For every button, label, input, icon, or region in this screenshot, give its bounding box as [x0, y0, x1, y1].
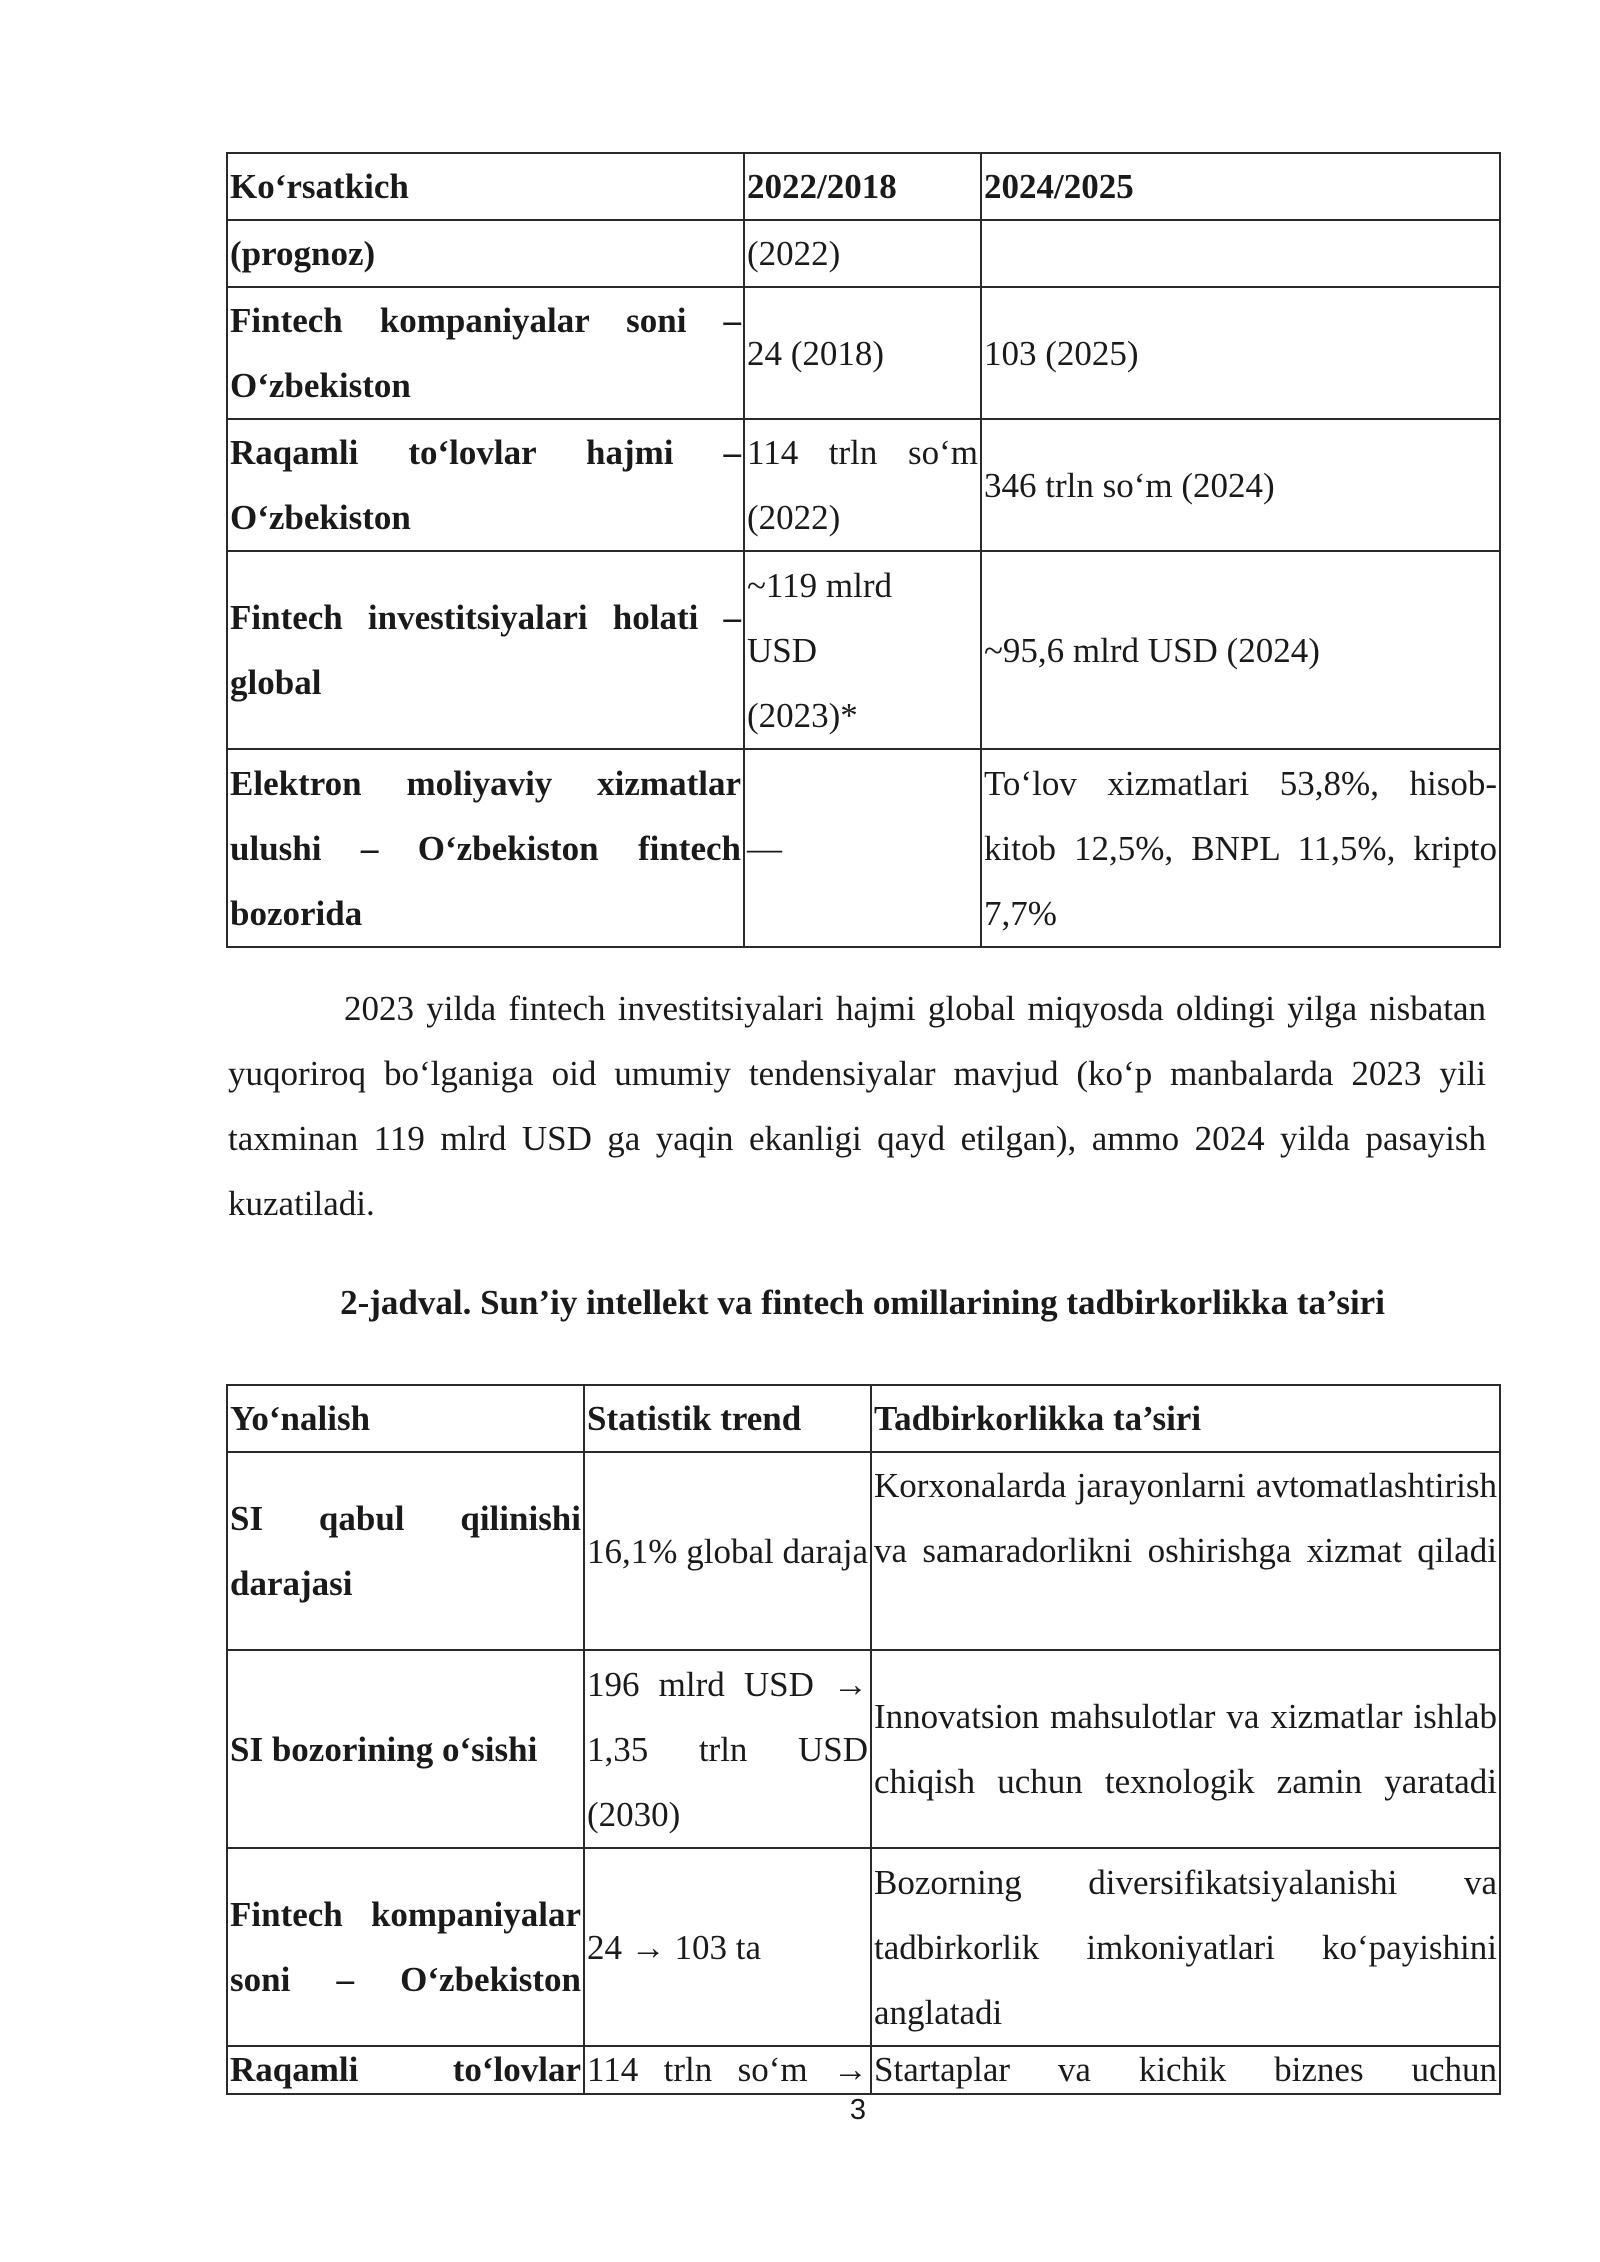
table-row [227, 287, 1500, 419]
table-cell: SI qabul qilinishi darajasi [227, 1452, 584, 1650]
table-cell: Innovatsion mahsulotlar va xizmatlar ishlab chiqish uchun texnologik zamin yaratadi [871, 1650, 1500, 1848]
ai-fintech-impact-table [226, 1384, 1501, 2095]
table-cell: ~119 mlrd USD (2023)* [744, 551, 981, 749]
table-cell: SI bozorining oʻsishi [227, 1650, 584, 1848]
table-row [227, 551, 1500, 749]
table-cell: 114 trln soʻm (2022) [744, 419, 981, 551]
table-cell: (2022) [744, 220, 981, 287]
table-cell: 16,1% global daraja [584, 1452, 871, 1650]
table-row [227, 220, 1500, 287]
table-row [227, 749, 1500, 947]
table-caption: 2-jadval. Sun’iy intellekt va fintech omillarining tadbirkorlikka ta’siri [340, 1283, 1385, 1322]
table-cell: Toʻlov xizmatlari 53,8%, hisob-kitob 12,5%, BNPL 11,5%, kripto 7,7% [981, 749, 1500, 947]
table-cell: Elektron moliyaviy xizmatlar ulushi – Oʻzbekiston fintech bozorida [227, 749, 744, 947]
table-row [227, 2046, 1500, 2094]
table-row [227, 419, 1500, 551]
table-cell: 196 mlrd USD → 1,35 trln USD (2030) [584, 1650, 871, 1848]
table-cell [981, 220, 1500, 287]
table-cell: Raqamli toʻlovlar [227, 2046, 584, 2094]
table-header-cell: Koʻrsatkich [227, 153, 744, 220]
table-cell: Raqamli toʻlovlar hajmi – Oʻzbekiston [227, 419, 744, 551]
table-header-cell: Statistik trend [584, 1385, 871, 1452]
table-header-cell: Tadbirkorlikka ta’siri [871, 1385, 1500, 1452]
table-cell: Fintech investitsiyalari holati – global [227, 551, 744, 749]
table-cell: 346 trln soʻm (2024) [981, 419, 1500, 551]
table-cell: 103 (2025) [981, 287, 1500, 419]
table-cell: 24 → 103 ta [584, 1848, 871, 2046]
table-row [227, 1848, 1500, 2046]
table-cell: 24 (2018) [744, 287, 981, 419]
table-header-cell: Yoʻnalish [227, 1385, 584, 1452]
indicators-table [226, 152, 1501, 948]
table-header-cell: 2024/2025 [981, 153, 1500, 220]
page-number: 3 [849, 2094, 867, 2126]
table-header-cell: 2022/2018 [744, 153, 981, 220]
table-cell: (prognoz) [227, 220, 744, 287]
table-cell: Fintech kompaniyalar soni – Oʻzbekiston [227, 1848, 584, 2046]
table-cell: 114 trln soʻm → [584, 2046, 871, 2094]
table-cell: — [744, 749, 981, 947]
table-cell: ~95,6 mlrd USD (2024) [981, 551, 1500, 749]
table-cell: Fintech kompaniyalar soni – Oʻzbekiston [227, 287, 744, 419]
table-header-row [227, 1385, 1500, 1452]
table-row [227, 1650, 1500, 1848]
table-cell: Bozorning diversifikatsiyalanishi va tadbirkorlik imkoniyatlari koʻpayishini anglatadi [871, 1848, 1500, 2046]
table-cell: Startaplar va kichik biznes uchun [871, 2046, 1500, 2094]
body-paragraph: 2023 yilda fintech investitsiyalari hajmi global miqyosda oldingi yilga nisbatan yuqoriroq boʻlganiga oid umumiy tendensiyalar mavjud (koʻp manbalarda 2023 yili taxminan 119 mlrd USD ga yaqin ekanligi qayd etilgan), ammo 2024 yilda pasayish kuzatiladi. [228, 989, 1486, 1223]
table-row [227, 1452, 1500, 1650]
table-cell: Korxonalarda jarayonlarni avtomatlashtirish va samaradorlikni oshirishga xizmat qiladi [871, 1452, 1500, 1650]
table-header-row [227, 153, 1500, 220]
